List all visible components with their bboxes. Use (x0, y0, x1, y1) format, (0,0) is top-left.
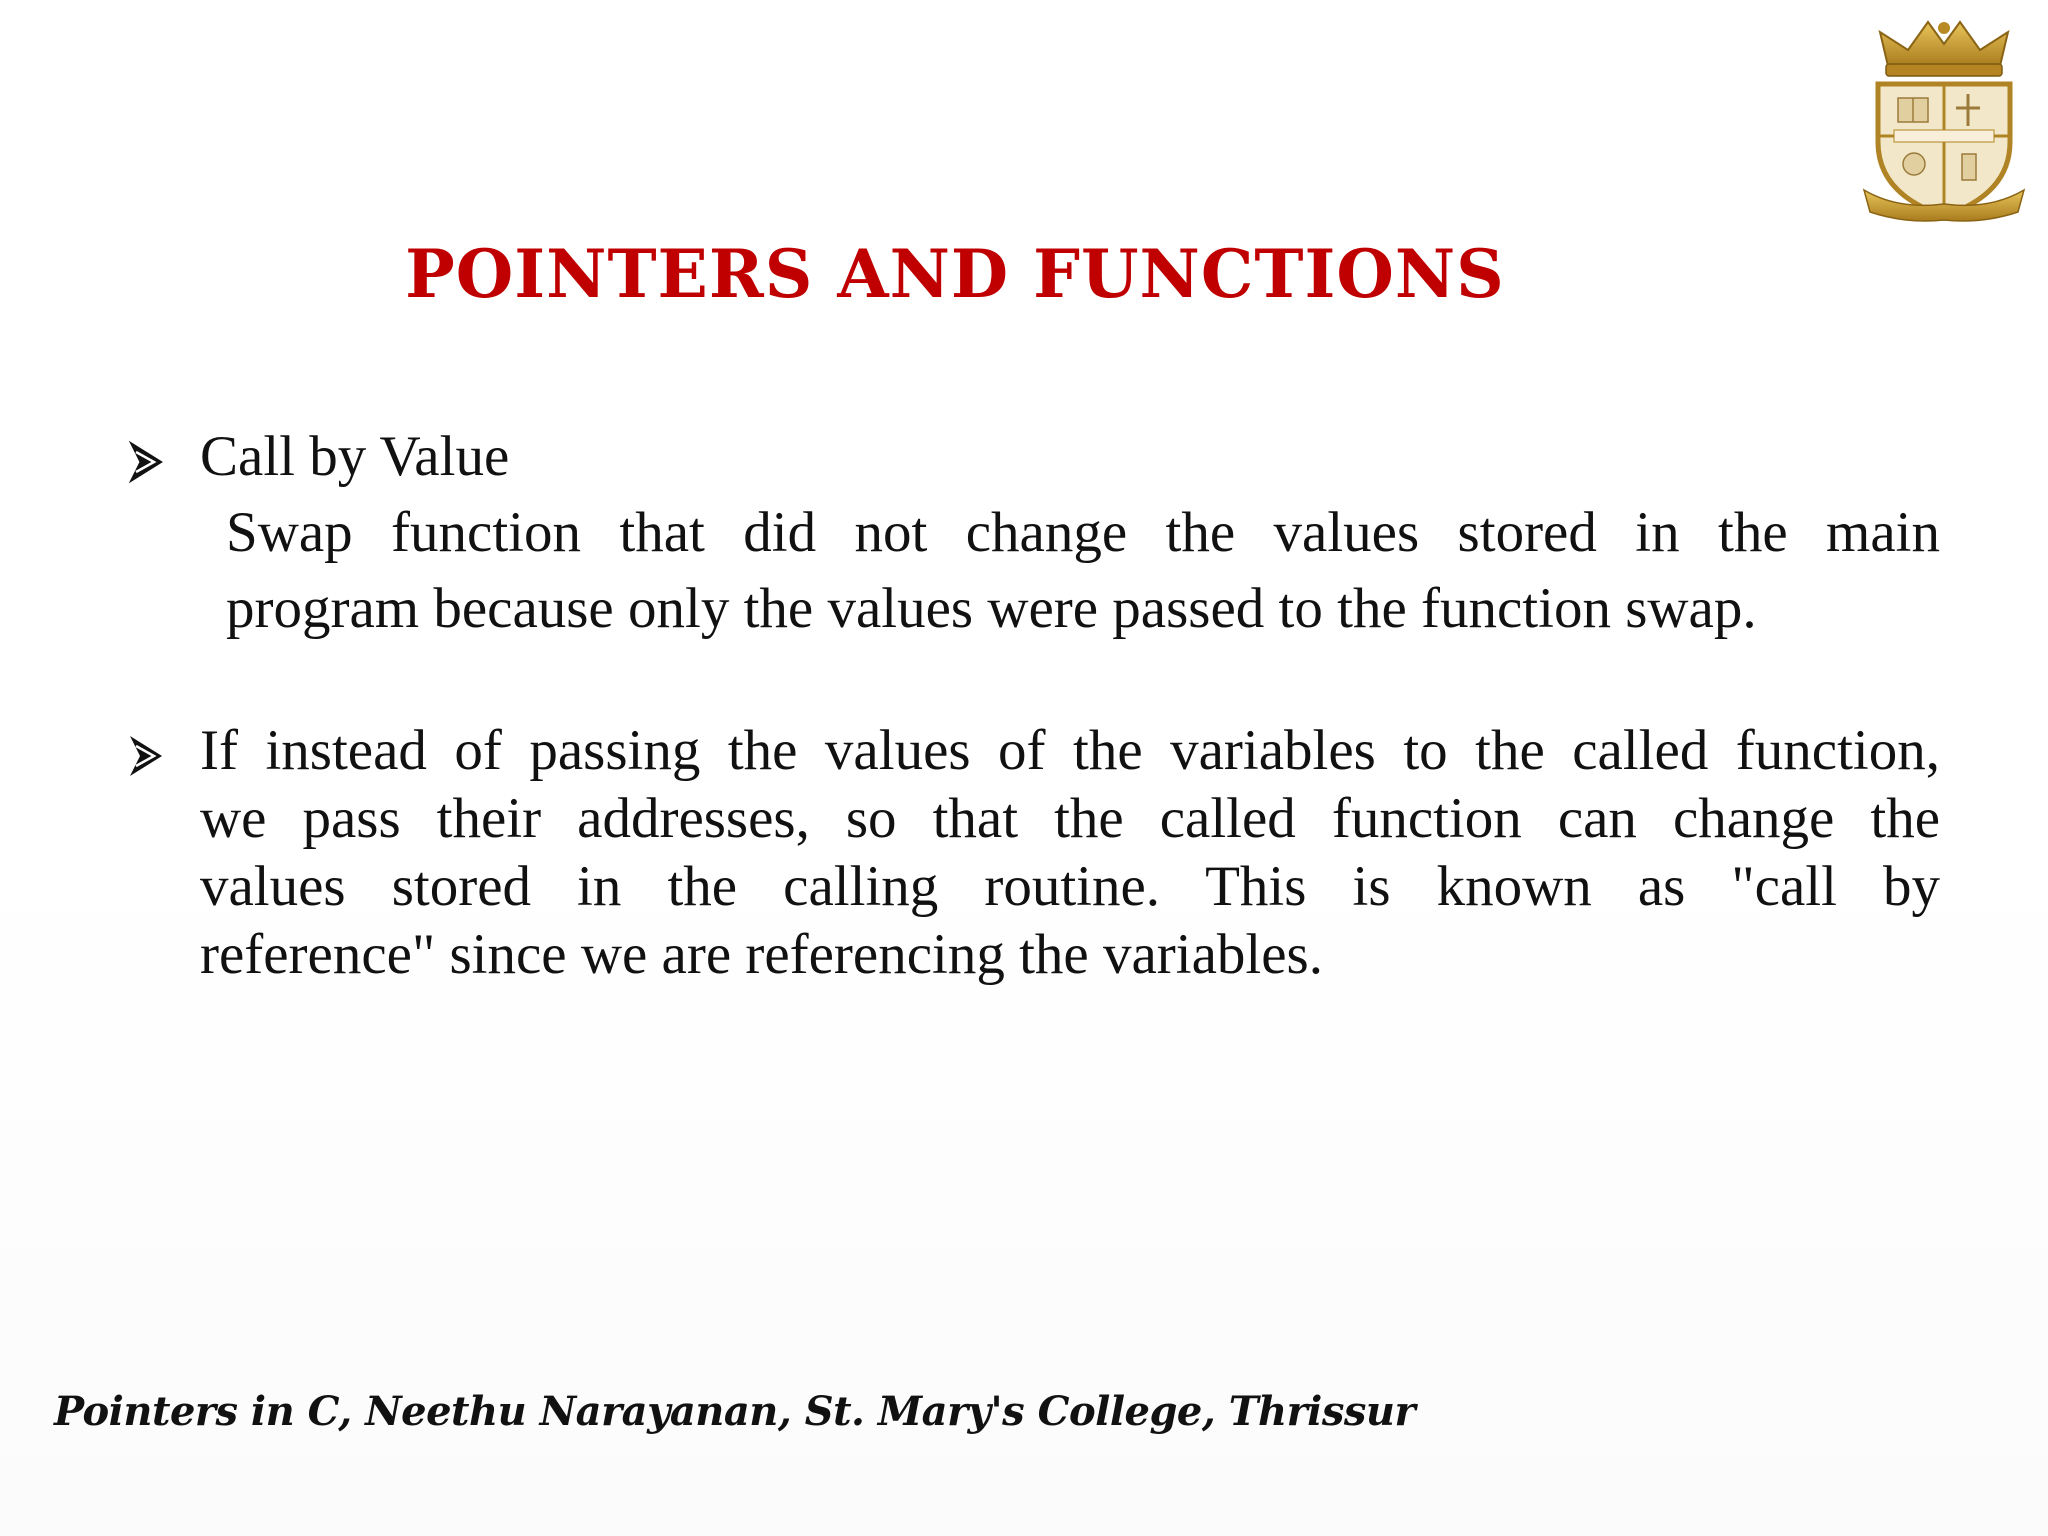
bullet-1-body-line-2: program because only the values were passed to the function swap. (226, 577, 1757, 640)
bullet-2-line-2-text: we pass their addresses, so that the called function can change the (200, 787, 1940, 850)
bullet-2-line-3-text: values stored in the calling routine. This is known as "call by (200, 855, 1940, 918)
bullet-1-body-line-1-text: Swap function that did not change the values stored in the main (226, 501, 1940, 564)
bullet-2-line-2 (200, 786, 1940, 851)
bullet-2-line-3 (200, 854, 1940, 919)
bullet-1-heading: Call by Value (200, 425, 510, 488)
bullet-arrow-icon (126, 734, 166, 778)
slide-footer: Pointers in C, Neethu Narayanan, St. Mary's College, Thrissur (54, 1388, 1416, 1435)
bullet-2-line-4: reference" since we are referencing the variables. (200, 923, 1323, 986)
bullet-1-body-line-1 (226, 500, 1940, 565)
bullet-arrow-icon (126, 440, 166, 484)
bullet-2-line-1-text: If instead of passing the values of the variables to the called function, (200, 719, 1940, 782)
bullet-2-line-1 (200, 718, 1940, 783)
slide-title: POINTERS AND FUNCTIONS (405, 235, 1505, 313)
college-crest-logo (1858, 14, 2030, 224)
